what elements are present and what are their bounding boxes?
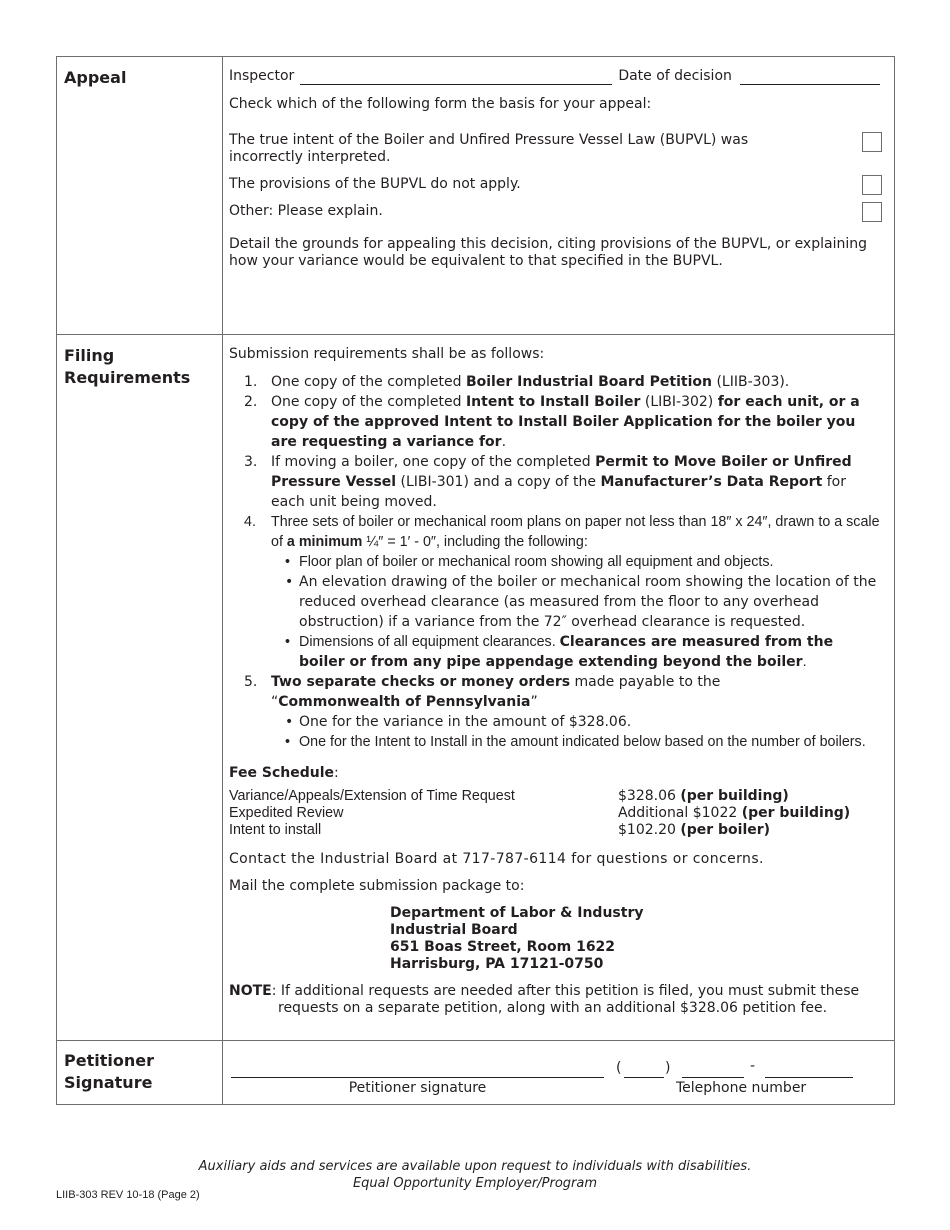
requirement-2-emphasis: for each unit, or a copy of the approved Intent to Install Boiler Application for the boiler you are requesting a variance for [271,394,860,450]
fee-schedule-colon: : [334,765,339,781]
fee-amount-1 [618,788,882,805]
mailing-address [390,905,882,973]
filing-requirements-label [57,335,223,1040]
fee-schedule-title: Fee Schedule [229,765,334,781]
note-label: NOTE [229,983,272,999]
inspector-row [229,67,882,85]
appeal-option-3 [229,203,882,220]
requirement-4-number: 4. [244,514,256,530]
petitioner-signature-label [57,1041,223,1104]
requirement-5-open-quote: “ [271,694,279,710]
appeal-option-2-checkbox[interactable] [862,175,882,195]
requirement-4-text: Three sets of boiler or mechanical room plans on paper not less than 18″ x 24″, drawn to a scale of [271,514,880,550]
inspector-label: Inspector [229,68,295,84]
requirement-2-period: . [501,434,507,450]
requirement-4-bullet-2: • An elevation drawing of the boiler or mechanical room showing the location of the reduced overhead clearance (as measured from the floor to any overhead obstruction) if a variance from the 72″ overhead clearance is requested. [285,574,877,630]
appeal-label [57,57,223,334]
date-of-decision-label: Date of decision [618,68,732,84]
requirement-5-bullet-1-text: One for the variance in the amount of $328.06. [299,714,632,730]
fee-name-1: Variance/Appeals/Extension of Time Request [229,788,515,804]
requirement-5-bullets [271,712,882,752]
appeal-option-2 [229,176,882,193]
fee-name-2: Expedited Review [229,805,344,821]
requirement-4-bullet-1-text: Floor plan of boiler or mechanical room showing all equipment and objects. [299,554,774,570]
appeal-option-3-checkbox[interactable] [862,202,882,222]
requirement-3-form-number: (LIBI-301) and a copy of the [396,474,601,490]
fee-amount-1-value: $328.06 [618,788,681,804]
requirement-4-scale: ¼″ = 1′ - 0″, including the following: [362,534,588,550]
filing-requirements-section [57,335,894,1041]
address-line-2: Industrial Board [390,922,518,938]
phone-open-paren: ( [616,1060,622,1076]
appeal-detail-instructions: Detail the grounds for appealing this decision, citing provisions of the BUPVL, or explaining how your variance would be equivalent to that specified in the BUPVL. [229,236,867,269]
requirements-list [229,372,882,752]
phone-line-number-field[interactable] [765,1063,853,1078]
requirement-5-bullet-2-text: One for the Intent to Install in the amount indicated below based on the number of boilers. [299,734,866,750]
fee-amount-2-value: Additional $1022 [618,805,742,821]
requirement-2-text: One copy of the completed [271,394,466,410]
address-line-3: 651 Boas Street, Room 1622 [390,939,616,955]
requirement-5-emphasis: Two separate checks or money orders [271,674,571,690]
requirement-2-number: 2. [244,394,258,410]
requirement-1-form-number: (LIIB-303). [712,374,790,390]
requirement-5-close-quote: ” [530,694,538,710]
requirement-3-number: 3. [244,454,258,470]
phone-prefix-field[interactable] [682,1063,744,1078]
signature-caption: Petitioner signature [348,1080,487,1096]
requirement-1-number: 1. [244,374,258,390]
signature-field[interactable] [231,1063,604,1078]
accessibility-footer [0,1158,950,1192]
fee-amount-1-unit: (per building) [680,788,789,804]
signature-label-line2: Signature [64,1073,153,1092]
requirement-4-bullet-1: • Floor plan of boiler or mechanical room showing all equipment and objects. [285,554,774,570]
submission-intro: Submission requirements shall be as follows: [229,346,545,362]
form-number: LIIB-303 REV 10-18 (Page 2) [56,1189,200,1201]
requirement-2-form-name: Intent to Install Boiler [465,394,641,410]
phone-dash: - [750,1058,756,1074]
appeal-option-1-text: The true intent of the Boiler and Unfired Pressure Vessel Law (BUPVL) was incorrectly interpreted. [229,132,749,165]
requirement-5 [229,672,882,752]
requirement-4-emphasis: a minimum [286,534,363,550]
requirement-3-report-name: Manufacturer’s Data Report [600,474,823,490]
requirement-3-tail: for each unit being moved. [271,474,846,510]
filing-label-line1: Filing [64,346,115,365]
date-of-decision-field[interactable] [740,70,880,85]
requirement-4 [229,512,882,672]
fee-name-3: Intent to install [229,822,322,838]
requirement-3 [229,452,882,512]
appeal-option-2-text: The provisions of the BUPVL do not apply. [229,176,521,192]
appeal-option-1 [229,132,882,166]
address-line-4: Harrisburg, PA 17121-0750 [390,956,604,972]
requirement-1-form-name: Boiler Industrial Board Petition [465,374,712,390]
footer-line-1: Auxiliary aids and services are available upon request to individuals with disabilities. [198,1159,752,1174]
check-prompt: Check which of the following form the basis for your appeal: [229,96,652,112]
requirement-5-text: made payable to the [570,674,721,690]
footer-line-2: Equal Opportunity Employer/Program [352,1176,598,1191]
address-line-1: Department of Labor & Industry [390,905,644,921]
appeal-heading: Appeal [64,68,127,87]
requirement-5-payee: Commonwealth of Pennsylvania [278,694,531,710]
requirement-4-bullet-2-text: An elevation drawing of the boiler or mechanical room showing the location of the reduced overhead clearance (as measured from the floor to any overhead obstruction) if a variance from the 72″ overhead clearance is requested. [299,574,877,630]
appeal-option-1-checkbox[interactable] [862,132,882,152]
appeal-section [57,57,894,335]
fee-schedule-table [229,788,882,839]
note-text: : If additional requests are needed after this petition is filed, you must submit these requests on a separate petition, along with an additional $328.06 petition fee. [271,983,860,1016]
requirement-4-bullet-3-period: . [802,654,807,670]
requirement-1-text: One copy of the completed [271,374,466,390]
telephone-caption: Telephone number [676,1080,807,1096]
fee-amount-2 [618,805,882,822]
contact-info: Contact the Industrial Board at 717-787-6114 for questions or concerns. [229,851,764,867]
requirement-4-bullet-3-emphasis: Clearances are measured from the boiler or from any pipe appendage extending beyond the boiler [299,634,834,670]
requirement-5-bullet-2: • One for the Intent to Install in the amount indicated below based on the number of boilers. [285,734,866,750]
fee-schedule-heading [229,764,882,782]
petition-form-table [56,56,895,1105]
requirement-1 [229,372,882,392]
requirement-3-text: If moving a boiler, one copy of the completed [271,454,596,470]
inspector-field[interactable] [300,70,612,85]
requirement-4-bullets [271,552,882,672]
requirement-5-bullet-1: • One for the variance in the amount of $328.06. [285,714,632,730]
note [229,983,882,1017]
fee-amount-3-unit: (per boiler) [680,822,771,838]
signature-label-line1: Petitioner [64,1051,154,1070]
mail-intro: Mail the complete submission package to: [229,878,525,894]
requirement-4-bullet-3: • Dimensions of all equipment clearances. Clearances are measured from the boiler or from any pipe appendage extending beyond the boiler. [285,634,834,670]
requirement-2-form-number: (LIBI-302) [640,394,718,410]
requirement-4-bullet-3-text: Dimensions of all equipment clearances. [299,634,560,650]
phone-area-code-field[interactable] [624,1063,664,1078]
telephone-field[interactable] [616,1060,856,1080]
filing-label-line2: Requirements [64,368,191,387]
fee-amount-2-unit: (per building) [741,805,851,821]
requirement-2 [229,392,882,452]
requirement-5-number: 5. [244,674,258,690]
fee-amount-3 [618,822,882,839]
appeal-option-3-text: Other: Please explain. [229,203,383,219]
petitioner-signature-section [57,1041,894,1104]
fee-amount-3-value: $102.20 [618,822,681,838]
requirement-3-form-name: Permit to Move Boiler or Unfired Pressure Vessel [271,454,852,490]
phone-close-paren: ) [665,1060,671,1076]
